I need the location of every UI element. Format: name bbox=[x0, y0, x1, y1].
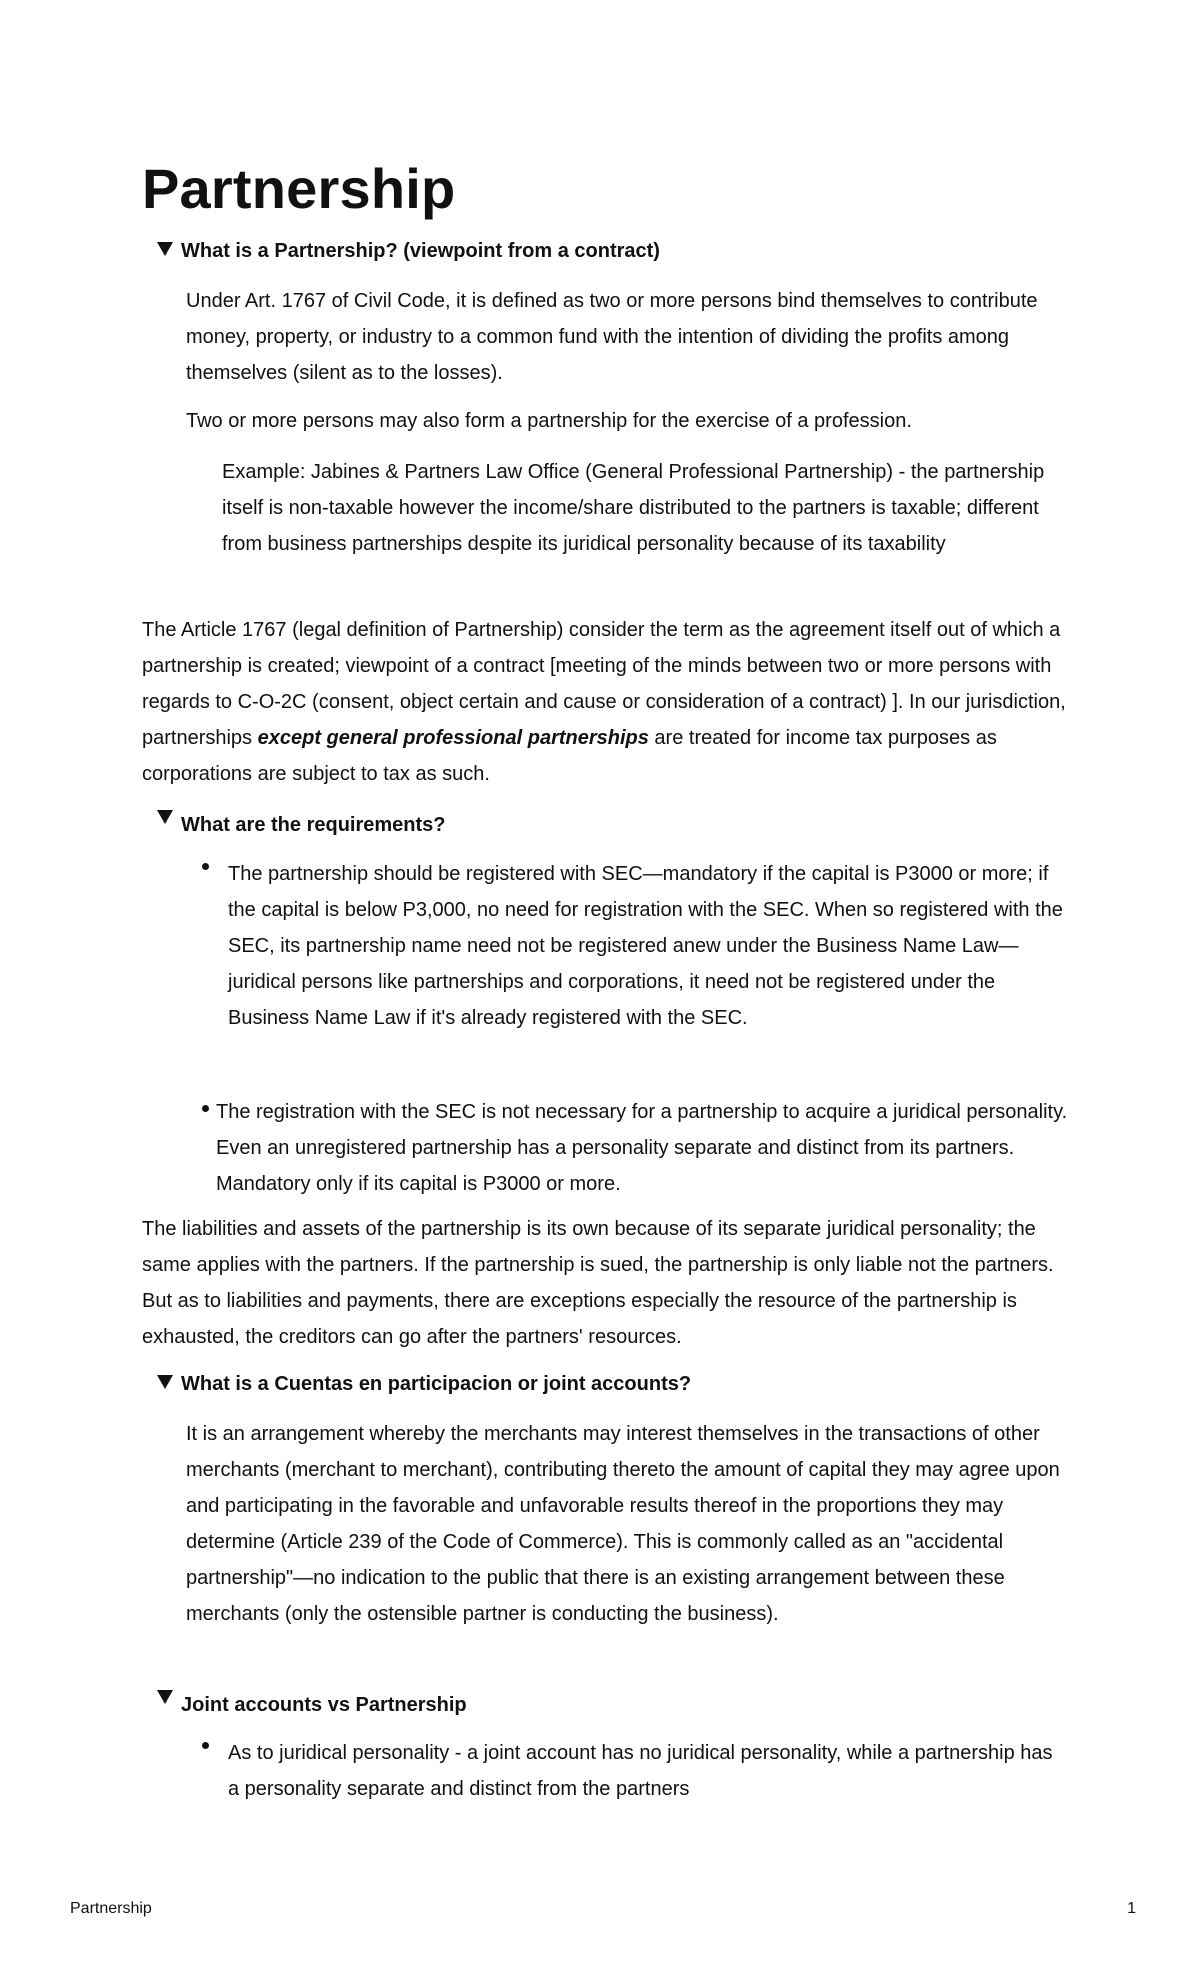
section-heading-joint-vs-partnership[interactable] bbox=[157, 1690, 467, 1719]
example-paragraph: Example: Jabines & Partners Law Office (General Professional Partnership) - the partnership itself is non-taxable however the income/share distributed to the partners is taxable; different from business partnerships despite its juridical personality because of its taxability bbox=[222, 461, 1045, 555]
bullet-dot-icon bbox=[202, 1742, 209, 1749]
bullet-dot-icon bbox=[202, 1105, 209, 1112]
definition-paragraph: Under Art. 1767 of Civil Code, it is defined as two or more persons bind themselves to contribute money, property, or industry to a common fund with the intention of dividing the profits among themselves (silent as to the losses). bbox=[186, 290, 1038, 384]
bullet-dot-icon bbox=[202, 863, 209, 870]
list-item: The registration with the SEC is not necessary for a partnership to acquire a juridical personality. Even an unregistered partnership has a personality separate and distinct from its partners. Mandatory only if its capital is P3000 or more. bbox=[216, 1101, 1068, 1195]
footer-title: Partnership bbox=[70, 1900, 152, 1917]
section-heading-label: What is a Cuentas en participacion or joint accounts? bbox=[181, 1373, 692, 1395]
section-heading-label: Joint accounts vs Partnership bbox=[181, 1694, 467, 1716]
profession-paragraph: Two or more persons may also form a partnership for the exercise of a profession. bbox=[186, 410, 912, 432]
section-heading-label: What is a Partnership? (viewpoint from a contract) bbox=[181, 240, 660, 262]
page-number: 1 bbox=[1127, 1900, 1136, 1917]
article-text-before: The Article 1767 (legal definition of Partnership) consider the term as the agreement itself out of which a partnership is created; viewpoint of a contract [meeting of the minds between two or more persons with regards to C-O-2C (consent, object certain and cause or consideration of a contract) ]. In our jurisdiction, partnerships bbox=[142, 619, 1066, 749]
page-title: Partnership bbox=[142, 157, 456, 220]
section-heading-joint-accounts[interactable] bbox=[157, 1370, 691, 1398]
section-heading-what-is-partnership[interactable] bbox=[157, 237, 660, 265]
section-heading-requirements[interactable] bbox=[157, 810, 446, 839]
article-paragraph bbox=[142, 612, 1082, 792]
collapse-triangle-icon[interactable] bbox=[157, 242, 173, 256]
collapse-triangle-icon[interactable] bbox=[157, 1690, 173, 1704]
liabilities-paragraph: The liabilities and assets of the partnership is its own because of its separate juridical personality; the same applies with the partners. If the partnership is sued, the partnership is only liable not the partners. But as to liabilities and payments, there are exceptions especially the resource of the partnership is exhausted, the creditors can go after the partners' resources. bbox=[142, 1218, 1054, 1348]
list-item: The partnership should be registered with SEC—mandatory if the capital is P3000 or more; if the capital is below P3,000, no need for registration with the SEC. When so registered with the SEC, its partnership name need not be registered anew under the Business Name Law—juridical persons like partnerships and corporations, it need not be registered under the Business Name Law if it's already registered with the SEC. bbox=[228, 863, 1063, 1029]
list-item: As to juridical personality - a joint account has no juridical personality, while a partnership has a personality separate and distinct from the partners bbox=[228, 1742, 1053, 1800]
article-emphasis: except general professional partnerships bbox=[257, 727, 649, 749]
article-text-after: are treated for income tax purposes as corporations are subject to tax as such. bbox=[142, 727, 997, 785]
section-heading-label: What are the requirements? bbox=[181, 814, 446, 836]
collapse-triangle-icon[interactable] bbox=[157, 810, 173, 824]
joint-accounts-paragraph: It is an arrangement whereby the merchants may interest themselves in the transactions of other merchants (merchant to merchant), contributing thereto the amount of capital they may agree upon and participating in the favorable and unfavorable results thereof in the proportions they may determine (Article 239 of the Code of Commerce). This is commonly called as an "accidental partnership"—no indication to the public that there is an existing arrangement between these merchants (only the ostensible partner is conducting the business). bbox=[186, 1423, 1060, 1625]
collapse-triangle-icon[interactable] bbox=[157, 1375, 173, 1389]
